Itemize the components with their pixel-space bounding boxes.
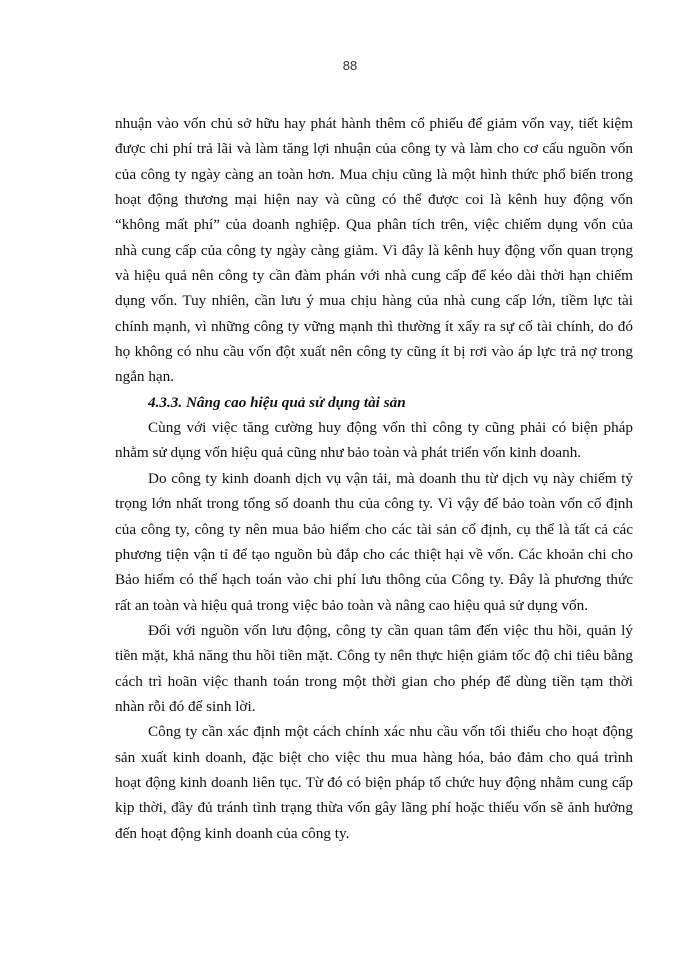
text-line: phương tiện vận tỉ để tạo nguồn bù đắp cho các thiệt hại về vốn. Các khoản chi cho (115, 545, 633, 563)
paragraph (115, 415, 633, 466)
text-line: đến hoạt động kinh doanh của công ty. (115, 824, 350, 842)
paragraph-continuation (115, 111, 633, 390)
text-line: nhàn rỗi đó để sinh lời. (115, 697, 256, 715)
text-line: kịp thời, đầy đủ tránh tình trạng thừa vốn gây lãng phí hoặc thiếu vốn sẽ ảnh hưởng (115, 799, 633, 817)
text-line: tiền mặt, khả năng thu hồi tiền mặt. Công ty nên thực hiện giảm tốc độ chi tiêu bằng (115, 647, 633, 665)
text-line: hoạt động kinh doanh liên tục. Từ đó có biện pháp tổ chức huy động nhằm cung cấp (115, 773, 633, 791)
text-line: Đối với nguồn vốn lưu động, công ty cần quan tâm đến việc thu hồi, quản lý (148, 621, 633, 639)
text-line: nhuận vào vốn chủ sở hữu hay phát hành thêm cổ phiếu để giảm vốn vay, tiết kiệm (115, 115, 633, 132)
body-text (115, 111, 633, 846)
text-line: “không mất phí” của doanh nghiệp. Qua phân tích trên, việc chiếm dụng vốn của (115, 216, 633, 234)
paragraph (115, 719, 633, 846)
text-line: dụng vốn. Tuy nhiên, cần lưu ý mua chịu hàng của nhà cung cấp lớn, tiềm lực tài (115, 292, 633, 310)
text-line: và hiệu quả nên công ty cần đàm phán với nhà cung cấp để kéo dài thời hạn chiếm (115, 267, 633, 285)
paragraph (115, 618, 633, 719)
text-line: của công ty ngày càng an toàn hơn. Mua chịu cũng là một hình thức phổ biến trong (115, 165, 633, 183)
text-line: nhằm sử dụng vốn hiệu quả cũng như bảo toàn và phát triển vốn kinh doanh. (115, 444, 582, 462)
paragraph (115, 466, 633, 618)
text-line: nhà cung cấp của công ty ngày càng giảm. Vì đây là kênh huy động vốn quan trọng (115, 241, 633, 259)
text-line: trọng lớn nhất trong tổng số doanh thu của công ty. Vì vậy để bảo toàn vốn cố định (115, 495, 633, 513)
text-line: Cùng với việc tăng cường huy động vốn thì công ty cũng phải có biện pháp (148, 419, 633, 437)
text-line: ngắn hạn. (115, 368, 175, 386)
section-heading: 4.3.3. Nâng cao hiệu quả sử dụng tài sản (148, 393, 406, 411)
text-line: sản xuất kinh doanh, đặc biệt cho việc thu mua hàng hóa, bảo đảm cho quá trình (115, 748, 633, 766)
text-line: họ không có nhu cầu vốn đột xuất nên công ty cũng ít bị rơi vào áp lực trả nợ trong (115, 343, 633, 361)
text-line: cách trì hoãn việc thanh toán trong một thời gian cho phép để dùng tiền tạm thời (115, 672, 633, 690)
page-number: 88 (342, 58, 358, 73)
text-line: Bảo hiểm có thể hạch toán vào chi phí lưu thông của Công ty. Đây là phương thức (115, 571, 633, 589)
text-line: được chi phí trả lãi và làm tăng lợi nhuận của công ty và làm cho cơ cấu nguồn vốn (115, 140, 633, 158)
text-line: Do công ty kinh doanh dịch vụ vận tải, mà doanh thu từ dịch vụ này chiếm tỷ (148, 469, 633, 487)
text-line: Công ty cần xác định một cách chính xác nhu cầu vốn tối thiểu cho hoạt động (148, 723, 633, 741)
text-line: rất an toàn và hiệu quả trong việc bảo toàn và nâng cao hiệu quả sử dụng vốn. (115, 596, 588, 614)
text-line: hoạt động thương mại hiện nay và cũng có thể được coi là kênh huy động vốn (115, 191, 633, 209)
text-line: của công ty, công ty nên mua bảo hiểm cho các tài sản cố định, cụ thể là tất cả các (115, 520, 633, 538)
text-line: chính mạnh, vì những công ty vững mạnh thì thường ít xẩy ra sự cố tài chính, do đó (115, 317, 633, 335)
